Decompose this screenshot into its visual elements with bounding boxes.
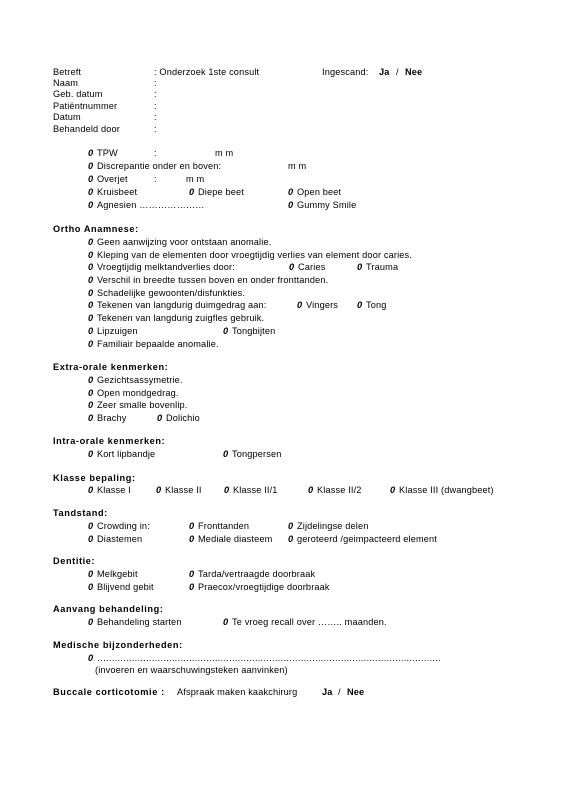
checkbox-dolichio[interactable]: 0 — [157, 413, 163, 423]
betreft-label: Betreft — [53, 67, 82, 77]
klasse-2-1-label: Klasse II/1 — [233, 485, 278, 495]
klasse-2-2-label: Klasse II/2 — [317, 485, 362, 495]
buccale-ja[interactable]: Ja — [322, 687, 333, 697]
lipzuigen-label: Lipzuigen — [97, 326, 138, 336]
checkbox-diastemen[interactable]: 0 — [88, 534, 94, 544]
checkbox-medische[interactable]: 0 — [88, 653, 94, 663]
checkbox-tong[interactable]: 0 — [357, 300, 363, 310]
checkbox-tpw[interactable]: 0 — [88, 148, 94, 158]
ortho-item-1: Geen aanwijzing voor ontstaan anomalie. — [97, 237, 272, 247]
betreft-value: : Onderzoek 1ste consult — [154, 67, 260, 77]
field-patientnummer: Patiëntnummer — [53, 101, 118, 111]
field-naam: Naam — [53, 78, 79, 88]
tandstand-title: Tandstand: — [53, 508, 108, 518]
colon: : — [154, 124, 157, 134]
checkbox-zijdelingse[interactable]: 0 — [288, 521, 294, 531]
checkbox-tarda[interactable]: 0 — [189, 569, 195, 579]
checkbox-ortho-7[interactable]: 0 — [88, 313, 94, 323]
dolichio-label: Dolichio — [166, 413, 200, 423]
extra-item-3: Zeer smalle bovenlip. — [97, 400, 188, 410]
checkbox-ortho-2[interactable]: 0 — [88, 250, 94, 260]
fronttanden-label: Fronttanden — [198, 521, 250, 531]
vingers-label: Vingers — [306, 300, 339, 310]
field-geb-datum: Geb. datum — [53, 89, 103, 99]
checkbox-gummy-smile[interactable]: 0 — [288, 200, 294, 210]
ortho-item-5: Schadelijke gewoonten/disfunkties. — [97, 288, 246, 298]
checkbox-ortho-4[interactable]: 0 — [88, 275, 94, 285]
checkbox-blijvend[interactable]: 0 — [88, 582, 94, 592]
starten-label: Behandeling starten — [97, 617, 182, 627]
ingescand-nee[interactable]: Nee — [405, 67, 423, 77]
checkbox-fronttanden[interactable]: 0 — [189, 521, 195, 531]
medische-input-line[interactable]: ………………………………………………………………………………………………………… — [97, 653, 441, 663]
buccale-slash: / — [338, 687, 341, 697]
checkbox-agnesien[interactable]: 0 — [88, 200, 94, 210]
colon: : — [154, 78, 157, 88]
extra-item-1: Gezichtsassymetrie. — [97, 375, 183, 385]
colon: : — [154, 101, 157, 111]
checkbox-melkgebit[interactable]: 0 — [88, 569, 94, 579]
checkbox-caries[interactable]: 0 — [289, 262, 295, 272]
checkbox-lipzuigen[interactable]: 0 — [88, 326, 94, 336]
open-beet-label: Open beet — [297, 187, 342, 197]
checkbox-diepe-beet[interactable]: 0 — [189, 187, 195, 197]
blijvend-label: Blijvend gebit — [97, 582, 154, 592]
ingescand-slash: / — [396, 67, 399, 77]
ortho-item-2: Kleping van de elementen door vroegtijdig verlies van element door caries. — [97, 250, 412, 260]
zijdelingse-label: Zijdelingse delen — [297, 521, 369, 531]
kruisbeet-label: Kruisbeet — [97, 187, 138, 197]
diastemen-label: Diastemen — [97, 534, 143, 544]
ortho-item-3: Vroegtijdig melktandverlies door: — [97, 262, 235, 272]
checkbox-ortho-9[interactable]: 0 — [88, 339, 94, 349]
tongbijten-label: Tongbijten — [232, 326, 276, 336]
checkbox-klasse-2[interactable]: 0 — [156, 485, 162, 495]
buccale-nee[interactable]: Nee — [347, 687, 365, 697]
geroteerd-label: geroteerd /geimpacteerd element — [297, 534, 437, 544]
tarda-label: Tarda/vertraagde doorbraak — [198, 569, 316, 579]
klasse-3-label: Klasse III (dwangbeet) — [399, 485, 494, 495]
checkbox-mediale[interactable]: 0 — [189, 534, 195, 544]
checkbox-klasse-2-2[interactable]: 0 — [308, 485, 314, 495]
field-datum: Datum — [53, 112, 81, 122]
checkbox-ortho-5[interactable]: 0 — [88, 288, 94, 298]
trauma-label: Trauma — [366, 262, 399, 272]
agnesien-label: Agnesien ………………… — [97, 200, 205, 210]
caries-label: Caries — [298, 262, 326, 272]
medische-note: (invoeren en waarschuwingsteken aanvinken) — [95, 665, 288, 675]
praecox-label: Praecox/vroegtijdige doorbraak — [198, 582, 330, 592]
tpw-label: TPW — [97, 148, 118, 158]
klasse-title: Klasse bepaling: — [53, 473, 136, 483]
colon: : — [154, 89, 157, 99]
checkbox-klasse-1[interactable]: 0 — [88, 485, 94, 495]
checkbox-starten[interactable]: 0 — [88, 617, 94, 627]
medische-title: Medische bijzonderheden: — [53, 640, 183, 650]
colon: : — [154, 174, 157, 184]
checkbox-ortho-1[interactable]: 0 — [88, 237, 94, 247]
checkbox-geroteerd[interactable]: 0 — [288, 534, 294, 544]
diepe-beet-label: Diepe beet — [198, 187, 244, 197]
melkgebit-label: Melkgebit — [97, 569, 138, 579]
mediale-label: Mediale diasteem — [198, 534, 273, 544]
tongpersen-label: Tongpersen — [232, 449, 282, 459]
checkbox-crowding[interactable]: 0 — [88, 521, 94, 531]
field-behandeld-door: Behandeld door — [53, 124, 120, 134]
buccale-title: Buccale corticotomie : — [53, 687, 165, 697]
tpw-mm: m m — [215, 148, 234, 158]
checkbox-open-beet[interactable]: 0 — [288, 187, 294, 197]
extra-item-2: Open mondgedrag. — [97, 388, 179, 398]
checkbox-overjet[interactable]: 0 — [88, 174, 94, 184]
checkbox-extra-3[interactable]: 0 — [88, 400, 94, 410]
ortho-item-7: Tekenen van langdurig zuigfles gebruik. — [97, 313, 265, 323]
checkbox-tongpersen[interactable]: 0 — [223, 449, 229, 459]
colon: : — [154, 112, 157, 122]
checkbox-vingers[interactable]: 0 — [297, 300, 303, 310]
gummy-smile-label: Gummy Smile — [297, 200, 357, 210]
checkbox-kort-lipbandje[interactable]: 0 — [88, 449, 94, 459]
discrepantie-label: Discrepantie onder en boven: — [97, 161, 222, 171]
kort-lipbandje-label: Kort lipbandje — [97, 449, 156, 459]
checkbox-discrepantie[interactable]: 0 — [88, 161, 94, 171]
tong-label: Tong — [366, 300, 387, 310]
ingescand-ja[interactable]: Ja — [379, 67, 390, 77]
recall-label: Te vroeg recall over …….. maanden. — [232, 617, 387, 627]
klasse-1-label: Klasse I — [97, 485, 131, 495]
ingescand-label: Ingescand: — [322, 67, 369, 77]
checkbox-kruisbeet[interactable]: 0 — [88, 187, 94, 197]
checkbox-ortho-3[interactable]: 0 — [88, 262, 94, 272]
checkbox-klasse-2-1[interactable]: 0 — [224, 485, 230, 495]
discrepantie-mm: m m — [288, 161, 307, 171]
crowding-label: Crowding in: — [97, 521, 150, 531]
ortho-item-9: Familiair bepaalde anomalie. — [97, 339, 219, 349]
klasse-2-label: Klasse II — [165, 485, 202, 495]
checkbox-brachy[interactable]: 0 — [88, 413, 94, 423]
checkbox-tongbijten[interactable]: 0 — [223, 326, 229, 336]
extra-title: Extra-orale kenmerken: — [53, 362, 169, 372]
checkbox-klasse-3[interactable]: 0 — [390, 485, 396, 495]
buccale-text: Afspraak maken kaakchirurg — [177, 687, 298, 697]
checkbox-ortho-6[interactable]: 0 — [88, 300, 94, 310]
aanvang-title: Aanvang behandeling: — [53, 604, 164, 614]
checkbox-extra-2[interactable]: 0 — [88, 388, 94, 398]
checkbox-extra-1[interactable]: 0 — [88, 375, 94, 385]
checkbox-trauma[interactable]: 0 — [357, 262, 363, 272]
checkbox-recall[interactable]: 0 — [223, 617, 229, 627]
brachy-label: Brachy — [97, 413, 127, 423]
ortho-item-4: Verschil in breedte tussen boven en onder fronttanden. — [97, 275, 329, 285]
ortho-title: Ortho Anamnese: — [53, 224, 139, 234]
ortho-item-6: Tekenen van langdurig duimgedrag aan: — [97, 300, 267, 310]
intra-title: Intra-orale kenmerken: — [53, 436, 166, 446]
colon: : — [154, 148, 157, 158]
dentitie-title: Dentitie: — [53, 556, 96, 566]
overjet-mm: m m — [186, 174, 205, 184]
checkbox-praecox[interactable]: 0 — [189, 582, 195, 592]
overjet-label: Overjet — [97, 174, 128, 184]
